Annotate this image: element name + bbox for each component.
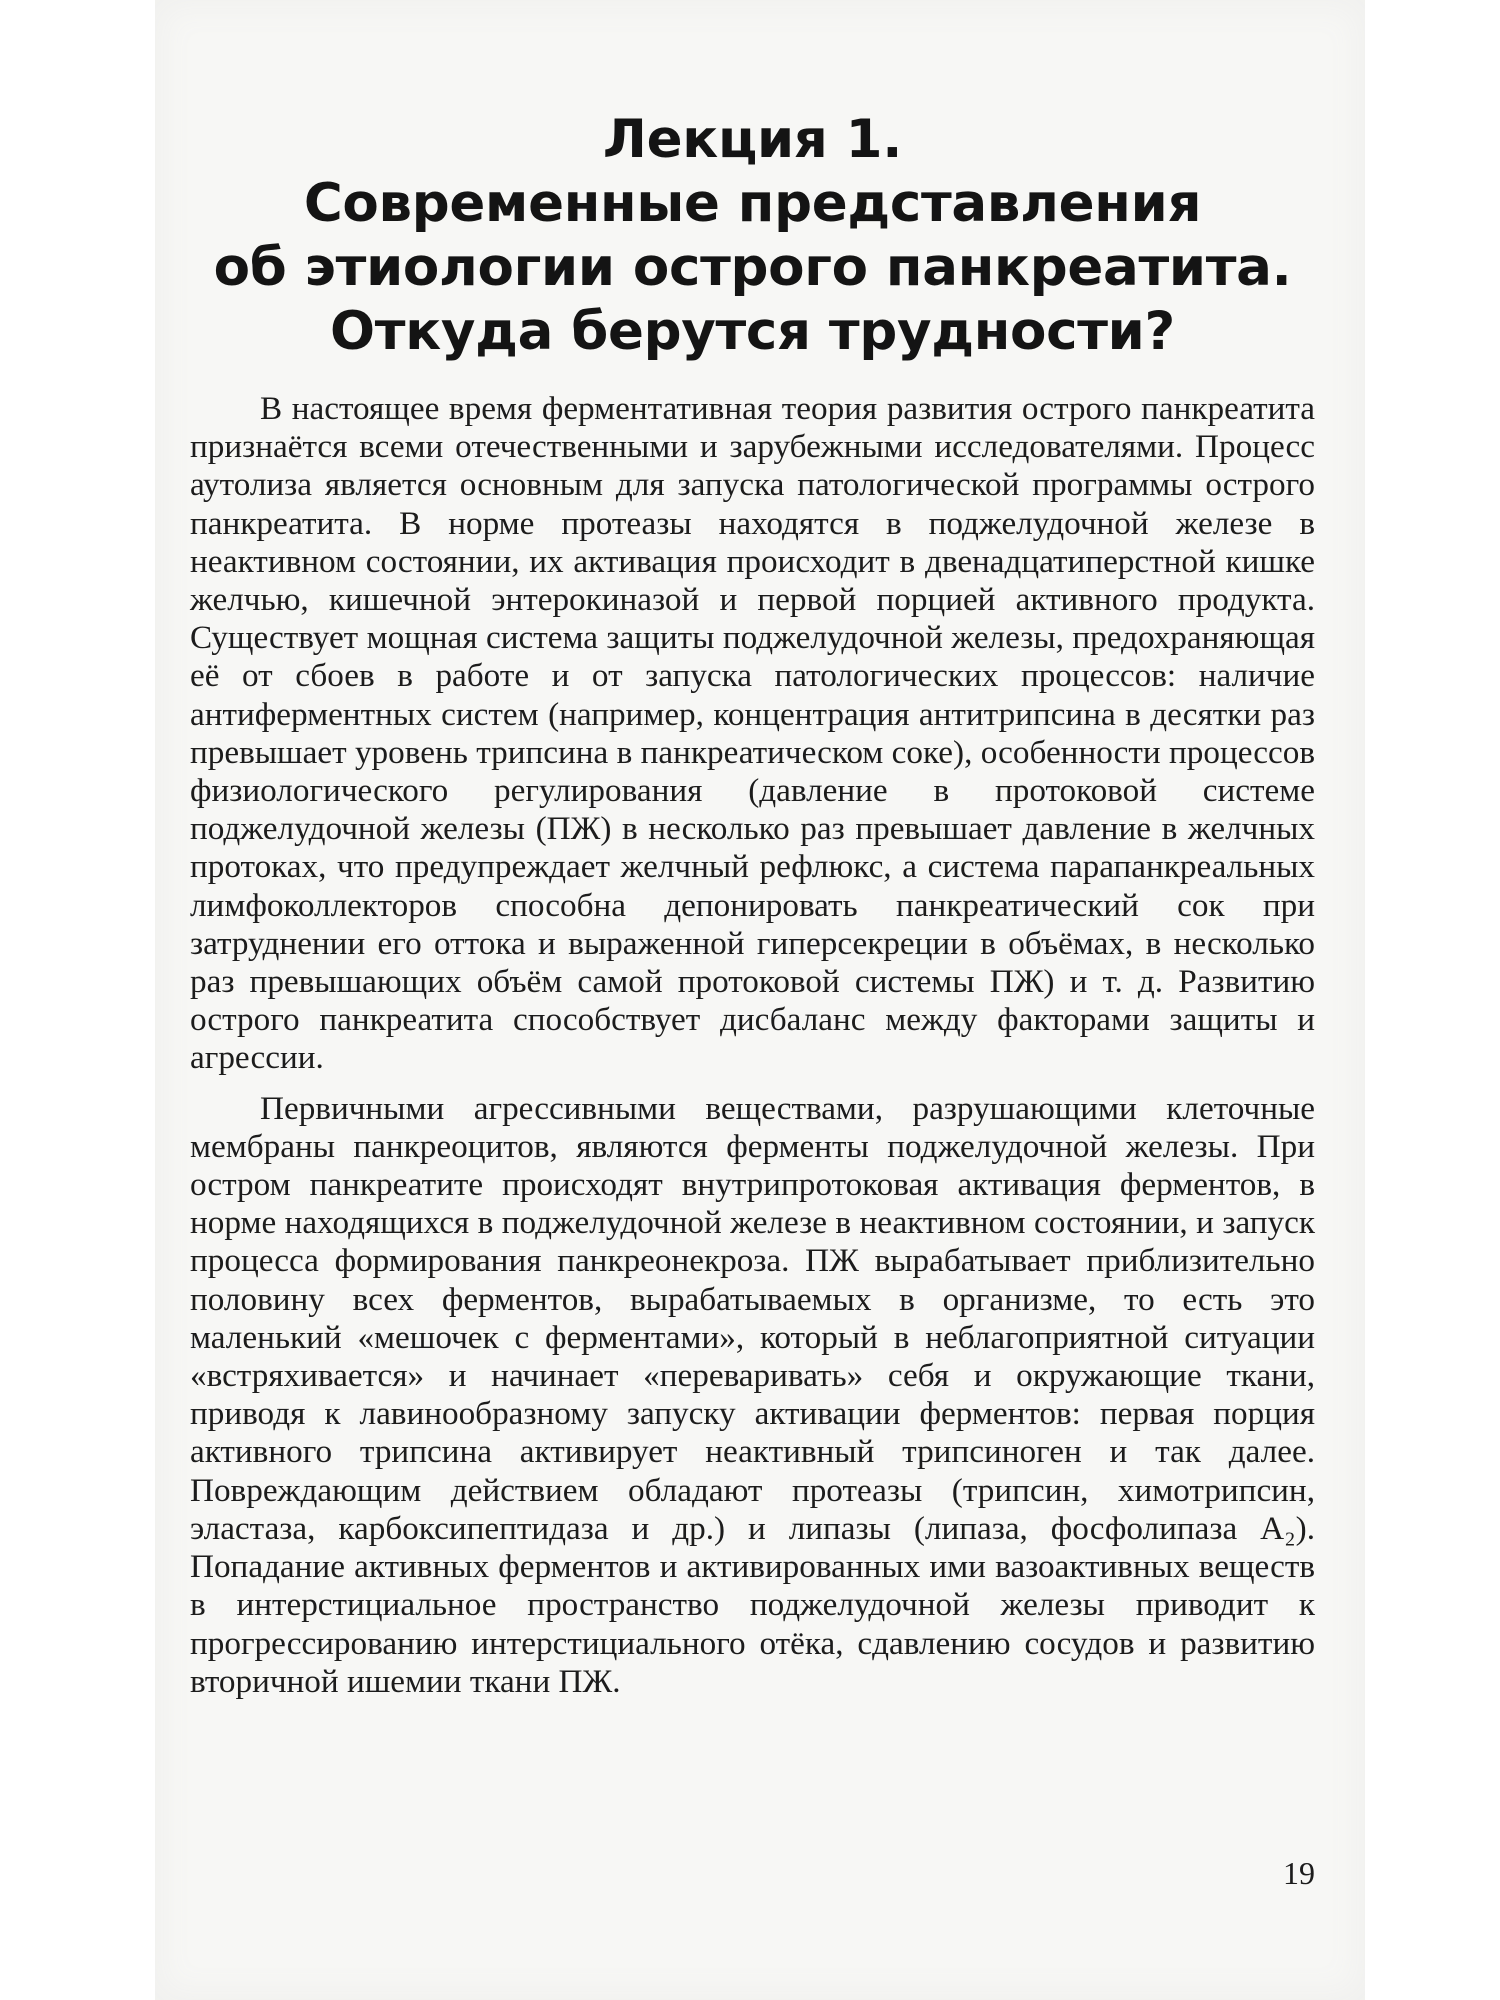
lecture-title [190, 108, 1315, 364]
body-text [190, 390, 1315, 1701]
title-line-4: Откуда берутся трудности? [330, 301, 1175, 362]
title-line-3: об этиологии острого панкреатита. [213, 237, 1292, 298]
page-content [190, 108, 1315, 1713]
paragraph-2: Первичными агрессивными веществами, разрушающими клеточные мембраны панкреоцитов, являются ферменты поджелудочной железы. При остром панкреатите происходят внутрипротоковая активация ферментов, в норме находящихся в поджелудочной железе в неактивном состоянии, и запуск процесса формирования панкреонекроза. ПЖ вырабатывает приблизительно половину всех ферментов, вырабатываемых в организме, то есть это маленький «мешочек с ферментами», который в неблагоприятной ситуации «встряхивается» и начинает «переваривать» себя и окружающие ткани, приводя к лавинообразному запуску активации ферментов: первая порция активного трипсина активирует неактивный трипсиноген и так далее. Повреждающим действием обладают протеазы (трипсин, химотрипсин, эластаза, карбоксипептидаза и др.) и липазы (липаза, фосфолипаза A₂). Попадание активных ферментов и активированных ими вазоактивных веществ в интерстициальное пространство поджелудочной железы приводит к прогрессированию интерстициального отёка, сдавлению сосудов и развитию вторичной ишемии ткани ПЖ. [190, 1089, 1315, 1700]
paragraph-1: В настоящее время ферментативная теория развития острого панкреатита признаётся всеми отечественными и зарубежными исследователями. Процесс аутолиза является основным для запуска патологической программы острого панкреатита. В норме протеазы находятся в поджелудочной железе в неактивном состоянии, их активация происходит в двенадцатиперстной кишке желчью, кишечной энтерокиназой и первой порцией активного продукта. Существует мощная система защиты поджелудочной железы, предохраняющая её от сбоев в работе и от запуска патологических процессов: наличие антиферментных систем (например, концентрация антитрипсина в десятки раз превышает уровень трипсина в панкреатическом соке), особенности процессов физиологического регулирования (давление в протоковой системе поджелудочной железы (ПЖ) в несколько раз превышает давление в желчных протоках, что предупреждает желчный рефлюкс, а система парапанкреальных лимфоколлекторов способна депонировать панкреатический сок при затруднении его оттока и выраженной гиперсекреции в объёмах, в несколько раз превышающих объём самой протоковой системы ПЖ) и т. д. Развитию острого панкреатита способствует дисбаланс между факторами защиты и агрессии. [190, 390, 1315, 1077]
page-number: 19 [1283, 1855, 1315, 1891]
title-line-2: Современные представления [303, 173, 1202, 234]
title-line-1: Лекция 1. [602, 109, 903, 170]
